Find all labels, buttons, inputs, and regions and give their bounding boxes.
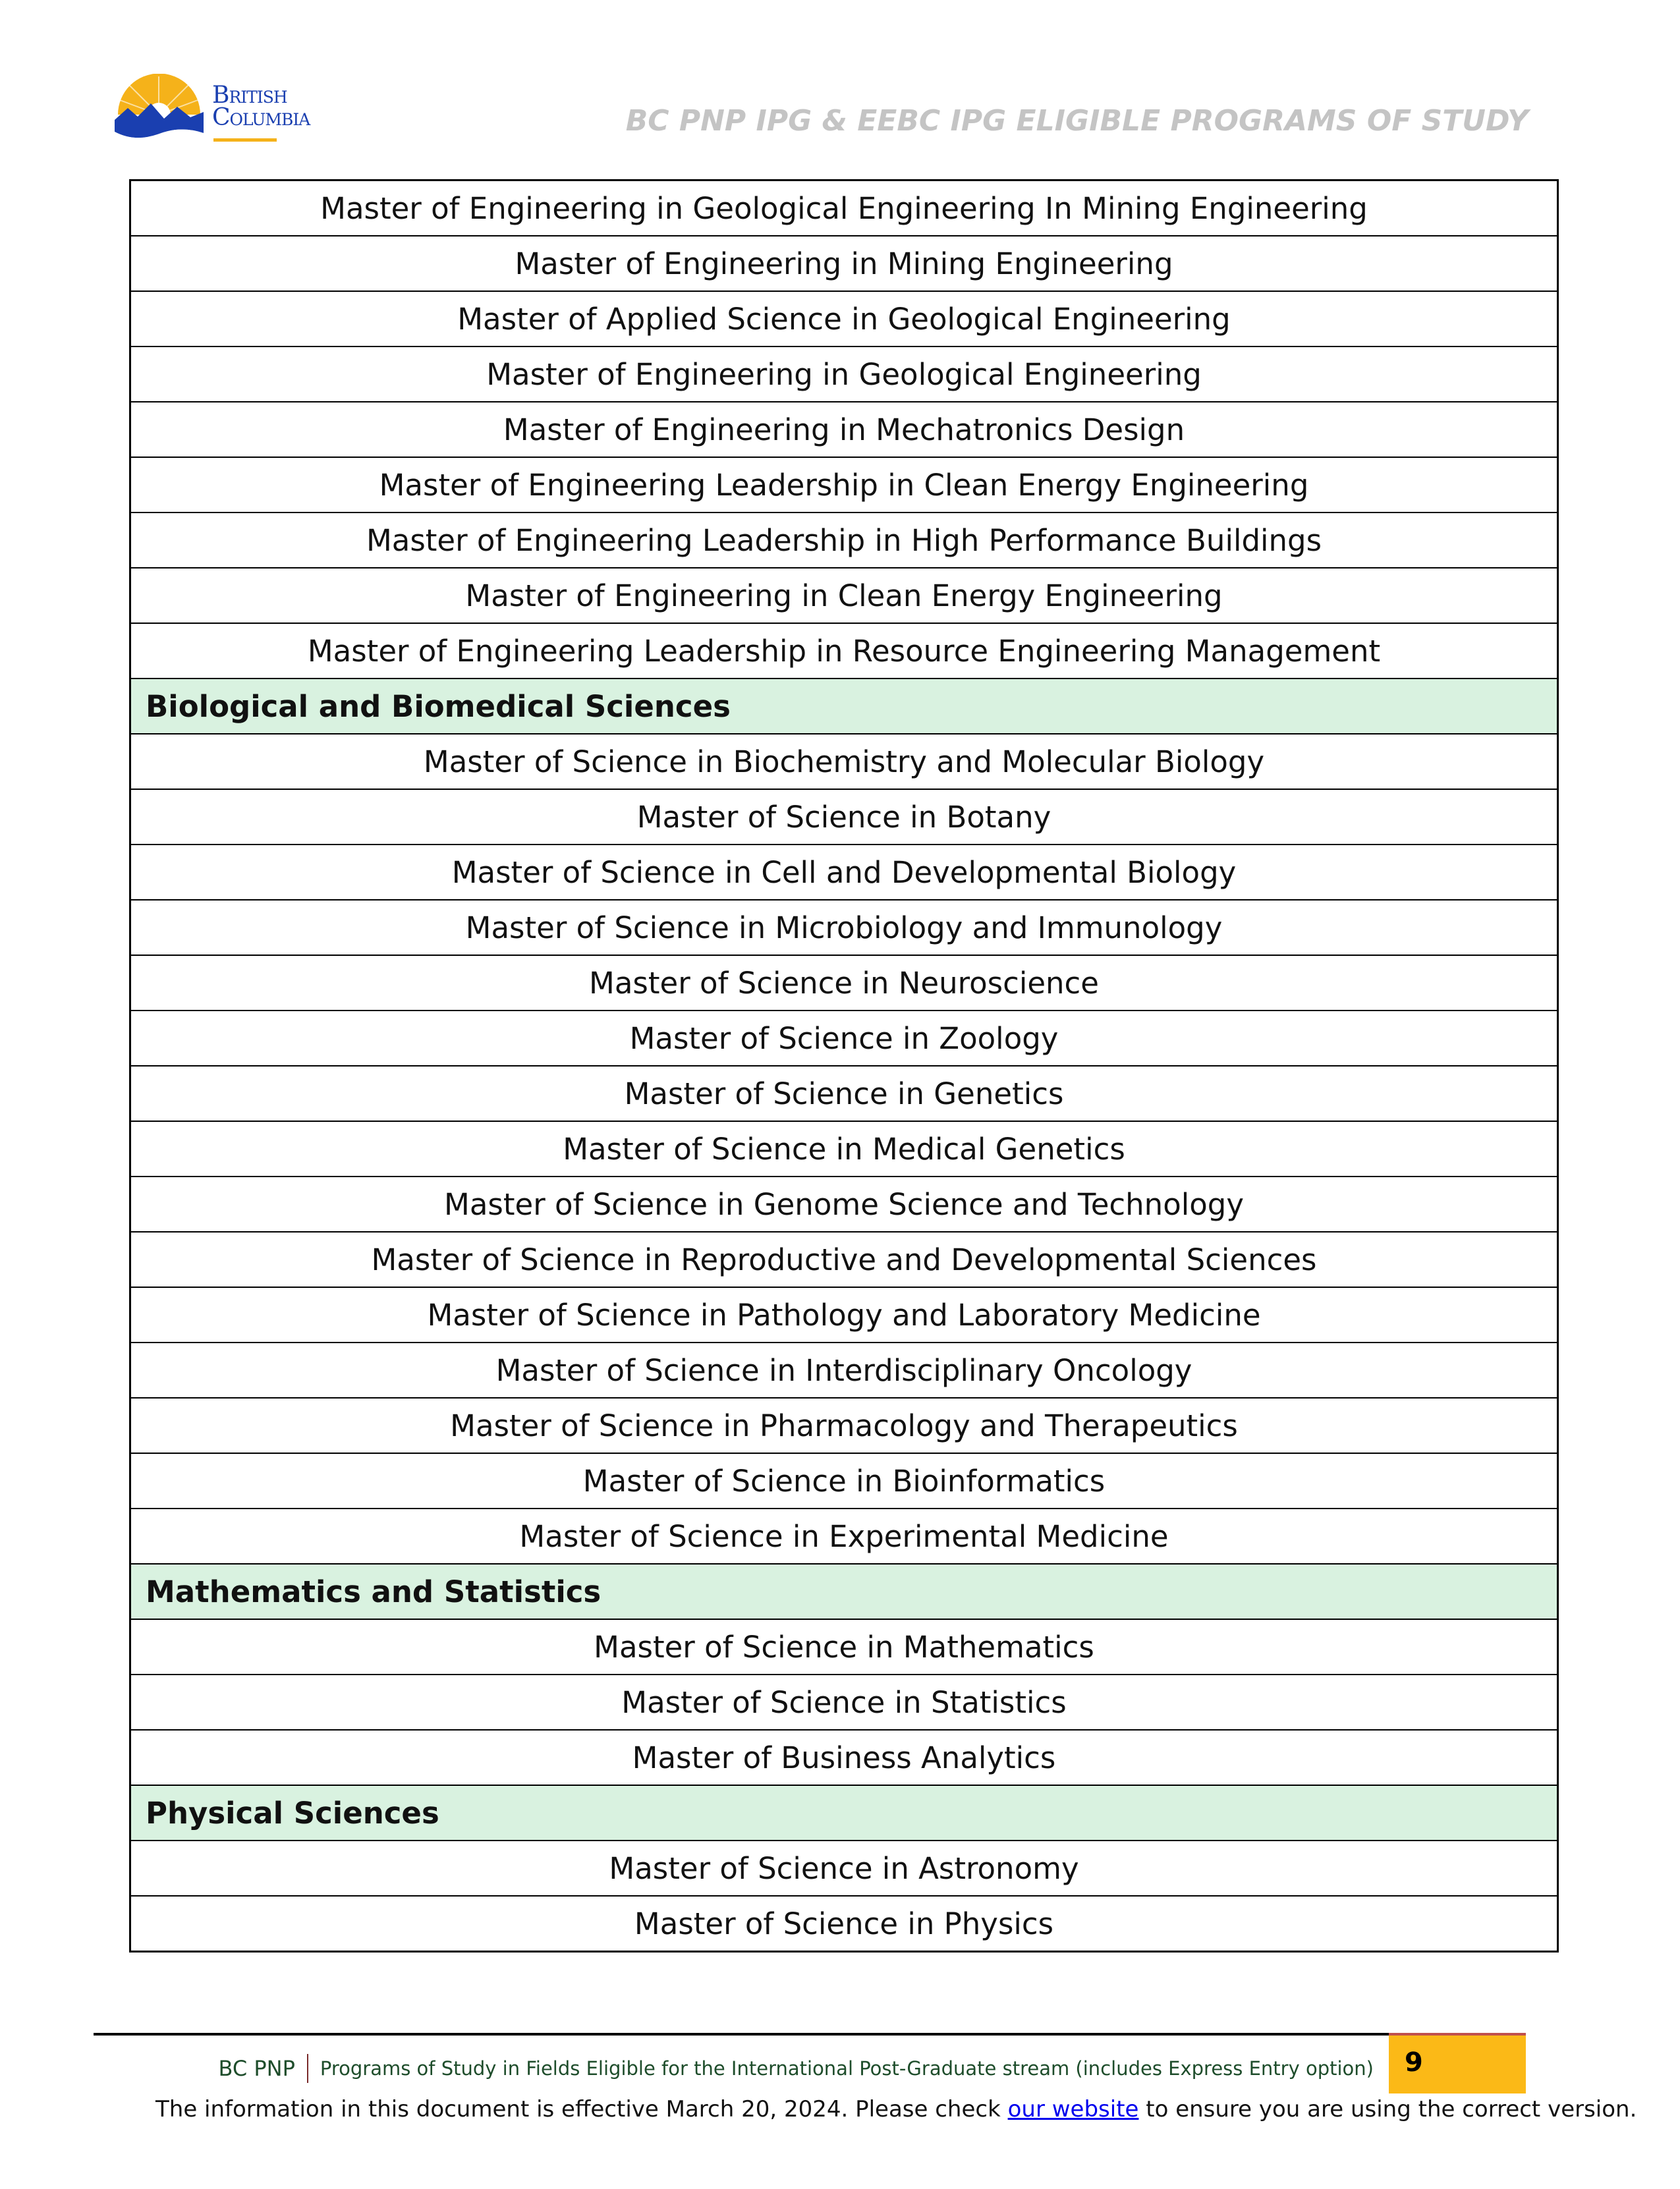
table-row bbox=[130, 457, 1558, 513]
program-name: Master of Science in Microbiology and Immunology bbox=[130, 900, 1558, 955]
table-row bbox=[130, 1177, 1558, 1232]
program-name: Master of Science in Botany bbox=[130, 789, 1558, 845]
program-name: Master of Engineering in Mechatronics Design bbox=[130, 402, 1558, 457]
program-name: Master of Science in Zoology bbox=[130, 1011, 1558, 1066]
program-name: Master of Science in Cell and Developmental Biology bbox=[130, 845, 1558, 900]
program-name: Master of Science in Biochemistry and Molecular Biology bbox=[130, 734, 1558, 789]
notice-text: The information in this document is effective March 20, 2024. Please check bbox=[155, 2096, 1008, 2122]
program-name: Master of Science in Pharmacology and Therapeutics bbox=[130, 1398, 1558, 1453]
table-row bbox=[130, 1675, 1558, 1730]
program-name: Master of Engineering in Mining Engineering bbox=[130, 236, 1558, 291]
program-name: Master of Science in Interdisciplinary Oncology bbox=[130, 1343, 1558, 1398]
category-row bbox=[130, 679, 1558, 734]
table-row bbox=[130, 623, 1558, 679]
table-row bbox=[130, 789, 1558, 845]
table-row bbox=[130, 1509, 1558, 1564]
program-name: Master of Science in Bioinformatics bbox=[130, 1453, 1558, 1509]
footer-org: BC PNP bbox=[218, 2056, 295, 2081]
table-row bbox=[130, 1619, 1558, 1675]
table-row bbox=[130, 1453, 1558, 1509]
program-name: Master of Science in Statistics bbox=[130, 1675, 1558, 1730]
page-number: 9 bbox=[1405, 2047, 1423, 2078]
logo-underline bbox=[213, 138, 277, 142]
table-row bbox=[130, 1066, 1558, 1121]
document-title: BC PNP IPG & EEBC IPG ELIGIBLE PROGRAMS OF STUDY bbox=[625, 104, 1528, 138]
notice-text-end: to ensure you are using the correct version. bbox=[1138, 2096, 1637, 2122]
program-name: Master of Applied Science in Geological Engineering bbox=[130, 291, 1558, 346]
program-name: Master of Science in Neuroscience bbox=[130, 955, 1558, 1011]
program-name: Master of Engineering Leadership in Clean Energy Engineering bbox=[130, 457, 1558, 513]
table-row bbox=[130, 1287, 1558, 1343]
program-name: Master of Engineering Leadership in High Performance Buildings bbox=[130, 513, 1558, 568]
table-row bbox=[130, 236, 1558, 291]
program-name: Master of Science in Experimental Medicine bbox=[130, 1509, 1558, 1564]
category-label: Physical Sciences bbox=[130, 1785, 1558, 1841]
table-row bbox=[130, 1398, 1558, 1453]
programs-table bbox=[129, 179, 1559, 1953]
table-row bbox=[130, 346, 1558, 402]
table-row bbox=[130, 1011, 1558, 1066]
website-link[interactable]: our website bbox=[1007, 2096, 1139, 2122]
program-name: Master of Engineering in Clean Energy Engineering bbox=[130, 568, 1558, 623]
logo-wordmark: British Columbia bbox=[212, 82, 310, 131]
program-name: Master of Science in Reproductive and Developmental Sciences bbox=[130, 1232, 1558, 1287]
table-row bbox=[130, 291, 1558, 346]
footer-divider bbox=[94, 2033, 1390, 2036]
program-name: Master of Science in Genetics bbox=[130, 1066, 1558, 1121]
category-row bbox=[130, 1785, 1558, 1841]
program-name: Master of Science in Medical Genetics bbox=[130, 1121, 1558, 1177]
page-number-box bbox=[1389, 2033, 1526, 2093]
footer-description: Programs of Study in Fields Eligible for the International Post-Graduate stream (includes Express Entry option) bbox=[320, 2057, 1374, 2080]
table-row bbox=[130, 900, 1558, 955]
program-name: Master of Science in Physics bbox=[130, 1896, 1558, 1952]
table-row bbox=[130, 734, 1558, 789]
category-label: Mathematics and Statistics bbox=[130, 1564, 1558, 1619]
table-row bbox=[130, 1841, 1558, 1896]
table-row bbox=[130, 955, 1558, 1011]
program-name: Master of Science in Genome Science and Technology bbox=[130, 1177, 1558, 1232]
category-label: Biological and Biomedical Sciences bbox=[130, 679, 1558, 734]
table-row bbox=[130, 513, 1558, 568]
table-row bbox=[130, 1730, 1558, 1785]
table-row bbox=[130, 180, 1558, 236]
footer-meta bbox=[218, 2054, 1374, 2083]
table-row bbox=[130, 1896, 1558, 1952]
footer-separator bbox=[307, 2054, 308, 2083]
table-row bbox=[130, 402, 1558, 457]
table-row bbox=[130, 1343, 1558, 1398]
program-name: Master of Science in Mathematics bbox=[130, 1619, 1558, 1675]
program-name: Master of Engineering Leadership in Resource Engineering Management bbox=[130, 623, 1558, 679]
program-name: Master of Business Analytics bbox=[130, 1730, 1558, 1785]
british-columbia-logo bbox=[115, 74, 352, 146]
program-name: Master of Science in Astronomy bbox=[130, 1841, 1558, 1896]
category-row bbox=[130, 1564, 1558, 1619]
table-row bbox=[130, 1121, 1558, 1177]
table-row bbox=[130, 1232, 1558, 1287]
program-name: Master of Science in Pathology and Laboratory Medicine bbox=[130, 1287, 1558, 1343]
table-row bbox=[130, 845, 1558, 900]
effective-date-notice bbox=[155, 2096, 1637, 2122]
program-name: Master of Engineering in Geological Engineering bbox=[130, 346, 1558, 402]
program-name: Master of Engineering in Geological Engineering In Mining Engineering bbox=[130, 180, 1558, 236]
table-row bbox=[130, 568, 1558, 623]
sun-mountain-icon bbox=[115, 74, 207, 143]
